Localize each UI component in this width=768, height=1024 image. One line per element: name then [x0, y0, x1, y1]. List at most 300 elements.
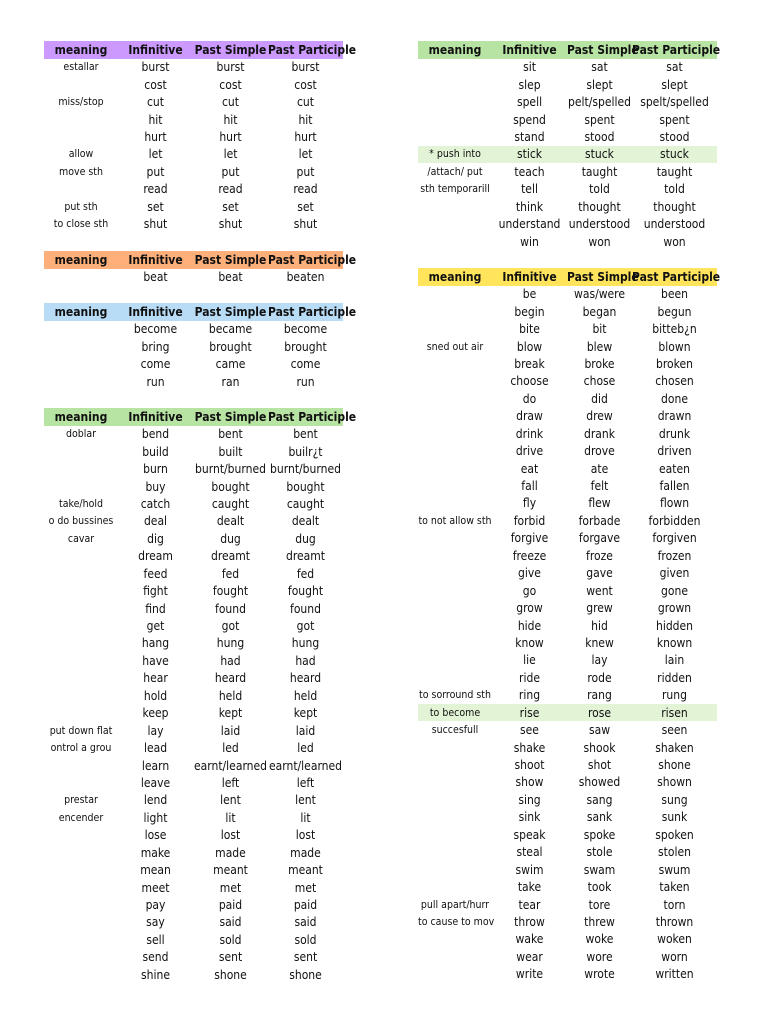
- header-infinitive: Infinitive: [128, 252, 183, 267]
- meaning-cell: move sth: [59, 165, 103, 178]
- past-simple-cell: fought: [212, 584, 249, 599]
- past-participle-cell: sung: [661, 792, 688, 807]
- table-row: [44, 565, 343, 582]
- infinitive-cell: begin: [514, 304, 545, 319]
- meaning-cell: to not allow sth: [418, 514, 492, 527]
- meaning-cell: miss/stop: [58, 96, 104, 109]
- past-participle-cell: bought: [286, 479, 325, 494]
- table-row: [44, 774, 343, 791]
- table-header: [44, 303, 357, 321]
- infinitive-cell: shine: [141, 967, 170, 982]
- past-simple-cell: dreamt: [210, 549, 251, 564]
- past-participle-cell: laid: [295, 723, 316, 738]
- infinitive-cell: fly: [522, 496, 537, 511]
- past-simple-cell: put: [221, 164, 240, 179]
- past-participle-cell: paid: [293, 898, 318, 913]
- past-participle-cell: earnt/learned: [268, 758, 343, 773]
- meaning-cell: prestar: [64, 794, 98, 807]
- table-row: [418, 111, 717, 128]
- table-row: [44, 128, 343, 145]
- past-simple-cell: broke: [584, 356, 615, 371]
- past-simple-cell: beat: [218, 270, 243, 285]
- table-row: [418, 320, 717, 337]
- meaning-cell: allow: [68, 148, 94, 161]
- infinitive-cell: build: [142, 444, 169, 459]
- past-simple-cell: burnt/burned: [195, 462, 266, 477]
- table-row: [418, 565, 717, 582]
- past-participle-cell: become: [283, 322, 328, 337]
- past-participle-cell: risen: [661, 705, 688, 720]
- past-participle-cell: drawn: [657, 409, 692, 424]
- table-row: [44, 896, 343, 913]
- verb-table: [44, 41, 357, 233]
- past-participle-cell: given: [659, 566, 690, 581]
- past-simple-cell: stuck: [585, 147, 614, 162]
- infinitive-cell: deal: [143, 514, 168, 529]
- header-past-participle: Past Participle: [632, 42, 721, 57]
- past-simple-cell: lost: [220, 828, 241, 843]
- table-row: [44, 181, 343, 198]
- table-row: [44, 705, 343, 722]
- table-row: [418, 76, 717, 93]
- header-past-participle: Past Participle: [268, 42, 357, 57]
- verb-table: [418, 41, 721, 250]
- infinitive-cell: throw: [514, 914, 545, 929]
- past-participle-cell: spelt/spelled: [640, 95, 709, 110]
- past-simple-cell: kept: [218, 706, 243, 721]
- table-row: [418, 599, 717, 616]
- past-participle-cell: worn: [661, 949, 688, 964]
- past-participle-cell: shone: [658, 758, 691, 773]
- infinitive-cell: rise: [519, 705, 540, 720]
- table-row: [418, 128, 717, 145]
- table-row: [418, 181, 717, 198]
- infinitive-cell: take: [517, 880, 542, 895]
- past-participle-cell: shaken: [655, 740, 694, 755]
- past-participle-cell: read: [293, 182, 318, 197]
- past-participle-cell: shut: [293, 217, 318, 232]
- past-participle-cell: written: [655, 967, 694, 982]
- table-row: [44, 478, 343, 495]
- past-simple-cell: drew: [586, 409, 613, 424]
- table-row: [44, 844, 343, 861]
- past-simple-cell: said: [219, 915, 242, 930]
- infinitive-cell: let: [148, 147, 163, 162]
- past-simple-cell: chose: [583, 374, 616, 389]
- past-simple-cell: hurt: [219, 129, 242, 144]
- infinitive-cell: lend: [143, 793, 168, 808]
- infinitive-cell: hit: [148, 112, 163, 127]
- past-simple-cell: set: [222, 199, 239, 214]
- table-row: [418, 530, 717, 547]
- infinitive-cell: cut: [146, 95, 164, 110]
- past-simple-cell: got: [221, 619, 240, 634]
- past-participle-cell: builr¿t: [288, 444, 323, 459]
- infinitive-cell: wake: [515, 932, 544, 947]
- table-row: [418, 59, 717, 76]
- past-participle-cell: won: [663, 234, 686, 249]
- past-simple-cell: rose: [587, 705, 612, 720]
- table-row: [44, 198, 343, 215]
- meaning-cell: to cause to mov: [418, 915, 495, 928]
- verb-table: [418, 268, 721, 983]
- past-participle-cell: held: [293, 688, 318, 703]
- past-participle-cell: begun: [657, 304, 692, 319]
- infinitive-cell: read: [143, 182, 168, 197]
- table-row: [44, 513, 343, 530]
- infinitive-cell: sit: [523, 60, 536, 75]
- table-row: [44, 809, 343, 826]
- infinitive-cell: ring: [518, 688, 541, 703]
- past-simple-cell: became: [208, 322, 253, 337]
- table-header: [418, 268, 721, 286]
- past-participle-cell: seen: [661, 723, 688, 738]
- past-participle-cell: lent: [295, 793, 316, 808]
- past-simple-cell: meant: [213, 863, 248, 878]
- past-participle-cell: hurt: [294, 129, 317, 144]
- table-row: [418, 163, 717, 180]
- past-simple-cell: hit: [223, 112, 238, 127]
- header-meaning: meaning: [54, 252, 108, 267]
- past-simple-cell: lay: [591, 653, 608, 668]
- header-past-simple: Past Simple: [194, 409, 267, 424]
- infinitive-cell: show: [515, 775, 544, 790]
- past-participle-cell: caught: [286, 496, 325, 511]
- past-participle-cell: sunk: [661, 810, 688, 825]
- past-participle-cell: burst: [291, 60, 320, 75]
- table-row: [44, 495, 343, 512]
- table-header: [44, 41, 357, 59]
- meaning-cell: * push into: [429, 148, 481, 161]
- past-participle-cell: cut: [296, 95, 314, 110]
- past-participle-cell: sent: [293, 950, 318, 965]
- past-simple-cell: won: [588, 234, 611, 249]
- past-participle-cell: fought: [287, 584, 324, 599]
- past-simple-cell: swam: [583, 862, 616, 877]
- past-participle-cell: forbidden: [648, 513, 701, 528]
- past-participle-cell: swum: [658, 862, 691, 877]
- past-participle-cell: taken: [659, 880, 690, 895]
- infinitive-cell: drive: [515, 444, 544, 459]
- infinitive-cell: bite: [519, 322, 540, 337]
- past-simple-cell: was/were: [574, 287, 625, 302]
- past-simple-cell: ran: [221, 374, 240, 389]
- past-simple-cell: sat: [591, 60, 608, 75]
- past-simple-cell: spent: [584, 112, 615, 127]
- past-simple-cell: bought: [211, 479, 250, 494]
- meaning-cell: sth temporarill: [420, 183, 490, 196]
- past-participle-cell: told: [664, 182, 685, 197]
- table-row: [44, 635, 343, 652]
- infinitive-cell: see: [520, 723, 539, 738]
- past-participle-cell: rung: [662, 688, 687, 703]
- table-row: [44, 914, 343, 931]
- past-participle-cell: bent: [293, 427, 318, 442]
- past-simple-cell: sent: [218, 950, 243, 965]
- past-participle-cell: had: [295, 653, 316, 668]
- infinitive-cell: lay: [147, 723, 164, 738]
- past-simple-cell: heard: [214, 671, 247, 686]
- meaning-cell: ontrol a grou: [50, 742, 112, 755]
- past-simple-cell: hung: [216, 636, 245, 651]
- past-simple-cell: shut: [218, 217, 243, 232]
- past-participle-cell: come: [290, 357, 321, 372]
- past-participle-cell: gone: [661, 583, 688, 598]
- infinitive-cell: spell: [516, 95, 543, 110]
- past-simple-cell: grew: [586, 601, 613, 616]
- infinitive-cell: shut: [143, 217, 168, 232]
- infinitive-cell: fall: [521, 479, 538, 494]
- meaning-cell: to become: [429, 706, 481, 719]
- past-participle-cell: thrown: [655, 914, 694, 929]
- past-simple-cell: understood: [568, 217, 631, 232]
- infinitive-cell: forgive: [510, 531, 549, 546]
- past-participle-cell: spoken: [655, 827, 694, 842]
- infinitive-cell: swim: [515, 862, 544, 877]
- infinitive-cell: give: [518, 566, 541, 581]
- infinitive-cell: say: [146, 915, 165, 930]
- past-participle-cell: known: [656, 635, 693, 650]
- infinitive-cell: lose: [144, 828, 167, 843]
- infinitive-cell: choose: [510, 374, 549, 389]
- past-simple-cell: came: [215, 357, 246, 372]
- past-simple-cell: hid: [591, 618, 608, 633]
- table-header: [44, 251, 357, 269]
- infinitive-cell: learn: [141, 758, 170, 773]
- table-row: [44, 215, 343, 232]
- table-row: [418, 582, 717, 599]
- past-simple-cell: left: [221, 775, 240, 790]
- past-simple-cell: took: [587, 880, 612, 895]
- table-row: [418, 844, 717, 861]
- infinitive-cell: draw: [516, 409, 543, 424]
- table-row: [44, 59, 343, 76]
- past-simple-cell: paid: [218, 898, 243, 913]
- infinitive-cell: make: [140, 845, 171, 860]
- infinitive-cell: win: [520, 234, 539, 249]
- table-row: [44, 861, 343, 878]
- table-row: [418, 826, 717, 843]
- table-row: [44, 652, 343, 669]
- header-past-simple: Past Simple: [194, 252, 267, 267]
- infinitive-cell: eat: [520, 461, 539, 476]
- past-participle-cell: set: [297, 199, 314, 214]
- past-participle-cell: hidden: [655, 618, 694, 633]
- infinitive-cell: leave: [140, 775, 171, 790]
- table-row: [44, 426, 343, 443]
- header-meaning: meaning: [54, 409, 108, 424]
- table-row: [418, 634, 717, 651]
- past-simple-cell: shot: [587, 758, 612, 773]
- table-row: [44, 373, 343, 390]
- meaning-cell: encender: [58, 811, 104, 824]
- table-row: [418, 774, 717, 791]
- infinitive-cell: hold: [143, 688, 168, 703]
- infinitive-cell: know: [515, 635, 544, 650]
- infinitive-cell: have: [142, 653, 169, 668]
- past-simple-cell: ate: [590, 461, 609, 476]
- meaning-cell: cavar: [67, 532, 95, 545]
- past-simple-cell: pelt/spelled: [568, 95, 631, 110]
- header-infinitive: Infinitive: [128, 409, 183, 424]
- past-participle-cell: fallen: [659, 479, 690, 494]
- past-simple-cell: forbade: [578, 513, 621, 528]
- past-participle-cell: burnt/burned: [270, 462, 341, 477]
- table-row: [418, 215, 717, 232]
- past-simple-cell: threw: [584, 914, 615, 929]
- table-row: [44, 111, 343, 128]
- infinitive-cell: keep: [142, 706, 169, 721]
- table-row: [44, 670, 343, 687]
- past-participle-cell: eaten: [659, 461, 690, 476]
- table-row: [418, 878, 717, 895]
- table-row: [44, 966, 343, 983]
- header-infinitive: Infinitive: [128, 42, 183, 57]
- table-row: [418, 286, 717, 303]
- table-row: [418, 913, 717, 930]
- table-header: [44, 408, 357, 426]
- infinitive-cell: lead: [143, 741, 168, 756]
- infinitive-cell: cost: [144, 77, 167, 92]
- table-row: [44, 582, 343, 599]
- past-participle-cell: bitteb¿n: [652, 322, 697, 337]
- table-row: [418, 373, 717, 390]
- infinitive-cell: stand: [514, 129, 545, 144]
- past-participle-cell: hung: [291, 636, 320, 651]
- meaning-cell: to close sth: [53, 218, 109, 231]
- table-row: [418, 931, 717, 948]
- header-infinitive: Infinitive: [502, 269, 557, 284]
- past-participle-cell: run: [296, 374, 315, 389]
- infinitive-cell: be: [522, 287, 537, 302]
- past-simple-cell: bit: [592, 322, 607, 337]
- past-participle-cell: woken: [657, 932, 692, 947]
- header-past-simple: Past Simple: [567, 269, 639, 284]
- infinitive-cell: write: [515, 967, 544, 982]
- past-simple-cell: forgave: [578, 531, 621, 546]
- past-simple-cell: felt: [590, 479, 609, 494]
- past-simple-cell: lit: [225, 810, 236, 825]
- past-simple-cell: cut: [221, 95, 239, 110]
- past-simple-cell: made: [215, 845, 246, 860]
- past-simple-cell: met: [219, 880, 242, 895]
- infinitive-cell: hang: [141, 636, 170, 651]
- table-row: [418, 948, 717, 965]
- past-participle-cell: hit: [298, 112, 313, 127]
- infinitive-cell: spend: [513, 112, 546, 127]
- table-header: [418, 41, 721, 59]
- past-participle-cell: brought: [284, 339, 327, 354]
- past-participle-cell: forgiven: [652, 531, 697, 546]
- infinitive-cell: sink: [518, 810, 541, 825]
- infinitive-cell: lie: [523, 653, 536, 668]
- past-participle-cell: said: [294, 915, 317, 930]
- past-simple-cell: went: [586, 583, 613, 598]
- header-past-participle: Past Participle: [632, 269, 721, 284]
- table-row: [44, 530, 343, 547]
- past-simple-cell: wore: [586, 949, 613, 964]
- past-participle-cell: lit: [300, 810, 311, 825]
- table-row: [418, 652, 717, 669]
- past-simple-cell: shone: [214, 967, 247, 982]
- table-row: [418, 477, 717, 494]
- past-simple-cell: earnt/learned: [193, 758, 268, 773]
- table-row: [44, 443, 343, 460]
- past-participle-cell: slept: [661, 77, 688, 92]
- infinitive-cell: shoot: [514, 758, 545, 773]
- past-simple-cell: stood: [584, 129, 615, 144]
- infinitive-cell: burn: [143, 462, 168, 477]
- table-row: [418, 93, 717, 110]
- infinitive-cell: put: [146, 164, 165, 179]
- past-participle-cell: met: [294, 880, 317, 895]
- past-simple-cell: read: [218, 182, 243, 197]
- infinitive-cell: get: [146, 619, 165, 634]
- header-past-simple: Past Simple: [567, 42, 639, 57]
- past-participle-cell: been: [661, 287, 688, 302]
- past-participle-cell: frozen: [657, 548, 692, 563]
- table-row: [418, 704, 717, 721]
- past-participle-cell: dreamt: [285, 549, 326, 564]
- infinitive-cell: become: [133, 322, 178, 337]
- past-simple-cell: let: [223, 147, 238, 162]
- past-simple-cell: stole: [586, 845, 613, 860]
- past-participle-cell: made: [290, 845, 321, 860]
- infinitive-cell: feed: [143, 566, 168, 581]
- past-participle-cell: shown: [657, 775, 692, 790]
- table-row: [418, 547, 717, 564]
- header-past-participle: Past Participle: [268, 409, 357, 424]
- infinitive-cell: speak: [513, 827, 546, 842]
- infinitive-cell: forbid: [513, 513, 546, 528]
- past-participle-cell: torn: [663, 897, 686, 912]
- infinitive-cell: do: [522, 391, 537, 406]
- table-row: [44, 269, 343, 286]
- table-row: [44, 93, 343, 110]
- past-simple-cell: fed: [221, 566, 240, 581]
- past-participle-cell: understood: [643, 217, 706, 232]
- past-participle-cell: driven: [657, 444, 692, 459]
- infinitive-cell: find: [145, 601, 166, 616]
- table-row: [44, 548, 343, 565]
- past-simple-cell: had: [220, 653, 241, 668]
- table-row: [44, 163, 343, 180]
- past-participle-cell: sold: [294, 932, 317, 947]
- table-row: [44, 739, 343, 756]
- past-participle-cell: put: [296, 164, 315, 179]
- past-simple-cell: led: [222, 741, 239, 756]
- past-participle-cell: led: [297, 741, 314, 756]
- table-row: [418, 896, 717, 913]
- table-row: [418, 233, 717, 250]
- past-simple-cell: shook: [583, 740, 616, 755]
- table-row: [418, 966, 717, 983]
- past-simple-cell: rode: [587, 670, 612, 685]
- past-simple-cell: saw: [588, 723, 611, 738]
- past-simple-cell: built: [218, 444, 243, 459]
- header-meaning: meaning: [428, 42, 482, 57]
- table-row: [418, 460, 717, 477]
- infinitive-cell: run: [146, 374, 165, 389]
- past-simple-cell: thought: [578, 199, 621, 214]
- table-row: [44, 321, 343, 338]
- past-simple-cell: drank: [583, 426, 615, 441]
- infinitive-cell: sing: [518, 792, 541, 807]
- infinitive-cell: wear: [516, 949, 543, 964]
- meaning-cell: sned out air: [426, 340, 484, 353]
- table-row: [418, 146, 717, 163]
- meaning-cell: succesfull: [431, 724, 479, 737]
